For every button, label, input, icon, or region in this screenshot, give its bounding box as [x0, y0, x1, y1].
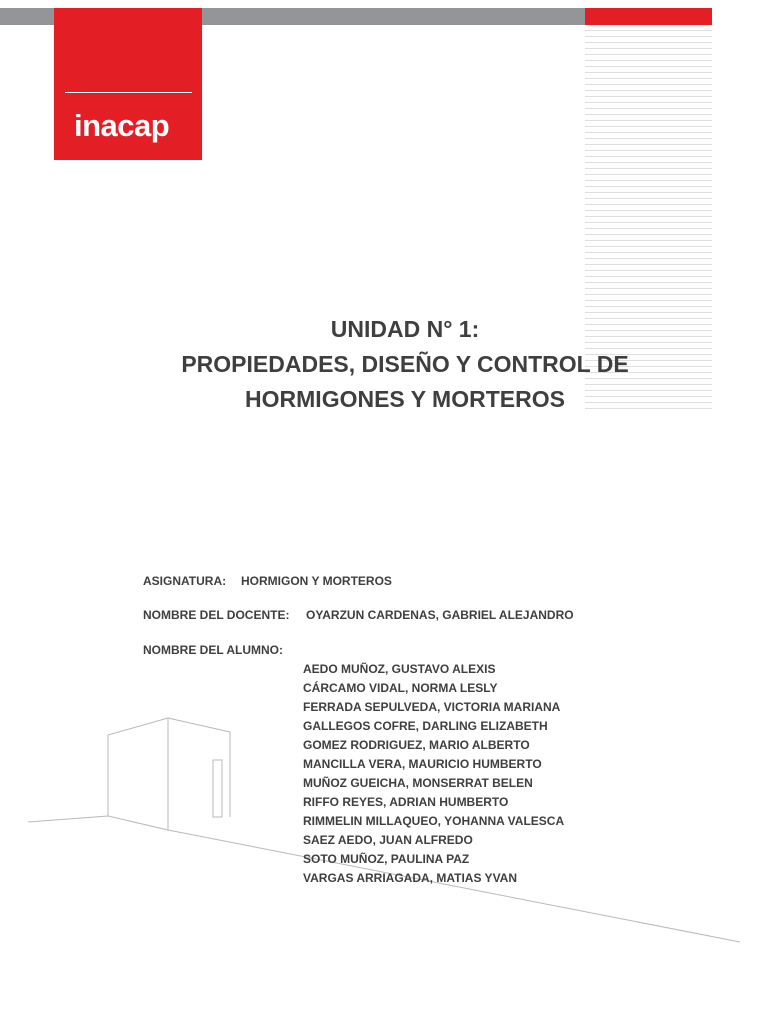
brand-block	[54, 8, 202, 160]
teacher-value: OYARZUN CARDENAS, GABRIEL ALEJANDRO	[306, 608, 574, 622]
subject-value: HORMIGON Y MORTEROS	[241, 574, 392, 588]
student-name: GOMEZ RODRIGUEZ, MARIO ALBERTO	[303, 738, 530, 752]
document-title	[100, 312, 710, 417]
student-name: RIMMELIN MILLAQUEO, YOHANNA VALESCA	[303, 814, 565, 828]
title-line-2: PROPIEDADES, DISEÑO Y CONTROL DE	[181, 351, 629, 377]
students-label: NOMBRE DEL ALUMNO:	[143, 643, 283, 657]
inacap-logo: inacap	[74, 108, 170, 143]
building-door	[213, 760, 222, 817]
brand-divider	[65, 92, 192, 93]
title-line-1: UNIDAD N° 1:	[330, 316, 480, 342]
building-base-left	[108, 816, 168, 830]
ground-line-left	[28, 816, 108, 822]
teacher-label: NOMBRE DEL DOCENTE:	[143, 608, 290, 622]
student-name: VARGAS ARRIAGADA, MATIAS YVAN	[303, 871, 518, 885]
students-list	[303, 660, 564, 888]
student-name: FERRADA SEPULVEDA, VICTORIA MARIANA	[303, 700, 561, 714]
student-name: MUÑOZ GUEICHA, MONSERRAT BELEN	[303, 776, 533, 790]
student-name: GALLEGOS COFRE, DARLING ELIZABETH	[303, 719, 548, 733]
building-roof-left	[108, 718, 168, 735]
student-name: AEDO MUÑOZ, GUSTAVO ALEXIS	[303, 662, 496, 676]
header-red-bar	[585, 8, 712, 25]
student-name: CÁRCAMO VIDAL, NORMA LESLY	[303, 681, 498, 695]
student-name: SAEZ AEDO, JUAN ALFREDO	[303, 833, 473, 847]
student-name: MANCILLA VERA, MAURICIO HUMBERTO	[303, 757, 542, 771]
student-name: RIFFO REYES, ADRIAN HUMBERTO	[303, 795, 509, 809]
building-roof-right	[168, 718, 230, 732]
title-line-3: HORMIGONES Y MORTEROS	[245, 386, 565, 412]
student-name: SOTO MUÑOZ, PAULINA PAZ	[303, 852, 470, 866]
subject-label: ASIGNATURA:	[143, 574, 227, 588]
